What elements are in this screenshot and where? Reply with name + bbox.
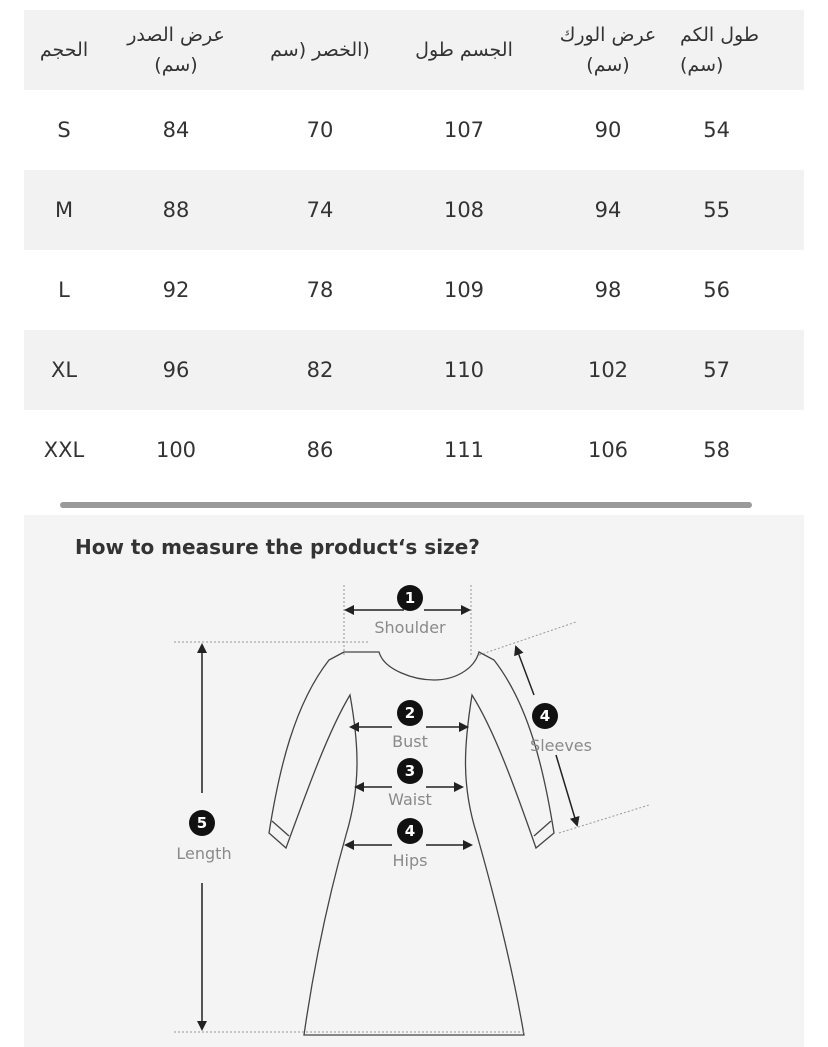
bust-cell: 84 xyxy=(162,118,190,142)
length-cell: 111 xyxy=(443,438,485,462)
svg-text:4: 4 xyxy=(404,822,416,840)
badge-length xyxy=(189,810,215,836)
table-header xyxy=(24,10,804,90)
guide-title: How to measure the product‘s size? xyxy=(75,535,480,559)
table-row xyxy=(24,170,804,250)
table-row xyxy=(24,410,804,490)
sleeve-cell: 58 xyxy=(703,438,730,462)
size-cell: L xyxy=(58,278,70,302)
badge-hips xyxy=(397,818,423,844)
label-shoulder: Shoulder xyxy=(374,618,446,637)
header-sleeve: طول الكم (سم) xyxy=(680,24,759,76)
bust-cell: 100 xyxy=(155,438,197,462)
waist-cell: 82 xyxy=(306,358,334,382)
size-cell: XXL xyxy=(43,438,85,462)
header-size: الحجم xyxy=(39,39,89,61)
svg-text:2: 2 xyxy=(404,704,416,722)
size-cell: S xyxy=(57,118,71,142)
hips-cell: 90 xyxy=(594,118,622,142)
header-waist: (الخصر (سم xyxy=(270,39,370,61)
badge-sleeves xyxy=(532,703,558,729)
label-waist: Waist xyxy=(388,790,432,809)
size-table xyxy=(24,10,804,490)
table-row xyxy=(24,250,804,330)
bust-cell: 92 xyxy=(162,278,190,302)
waist-cell: 74 xyxy=(306,198,334,222)
size-cell: M xyxy=(54,198,74,222)
sleeve-cell: 56 xyxy=(703,278,730,302)
waist-cell: 70 xyxy=(306,118,334,142)
table-row xyxy=(24,330,804,410)
sleeve-cell: 54 xyxy=(703,118,730,142)
table-row xyxy=(24,90,804,170)
header-length: الجسم طول xyxy=(415,39,513,61)
hips-cell: 106 xyxy=(587,438,629,462)
label-bust: Bust xyxy=(392,732,428,751)
label-length: Length xyxy=(176,844,232,863)
badge-bust xyxy=(397,700,423,726)
length-cell: 108 xyxy=(443,198,485,222)
sleeve-cell: 55 xyxy=(703,198,730,222)
horizontal-scrollbar[interactable] xyxy=(60,502,752,508)
sleeve-cell: 57 xyxy=(703,358,730,382)
waist-cell: 86 xyxy=(306,438,334,462)
length-cell: 107 xyxy=(443,118,485,142)
badge-waist xyxy=(397,758,423,784)
header-bust: عرض الصدر (سم) xyxy=(127,24,225,76)
measure-guide xyxy=(24,515,804,1047)
bust-cell: 96 xyxy=(162,358,190,382)
label-sleeves: Sleeves xyxy=(530,736,592,755)
length-cell: 109 xyxy=(443,278,485,302)
hips-cell: 102 xyxy=(587,358,629,382)
svg-text:3: 3 xyxy=(404,762,416,780)
hips-cell: 98 xyxy=(594,278,622,302)
waist-cell: 78 xyxy=(306,278,334,302)
svg-text:4: 4 xyxy=(539,707,551,725)
bust-cell: 88 xyxy=(162,198,190,222)
label-hips: Hips xyxy=(392,851,428,870)
length-cell: 110 xyxy=(443,358,485,382)
badge-shoulder xyxy=(397,585,423,611)
svg-text:1: 1 xyxy=(404,589,416,607)
size-cell: XL xyxy=(50,358,78,382)
header-hips: عرض الورك (سم) xyxy=(559,24,657,76)
dress-diagram xyxy=(24,515,804,1047)
svg-text:5: 5 xyxy=(196,814,208,832)
hips-cell: 94 xyxy=(594,198,622,222)
